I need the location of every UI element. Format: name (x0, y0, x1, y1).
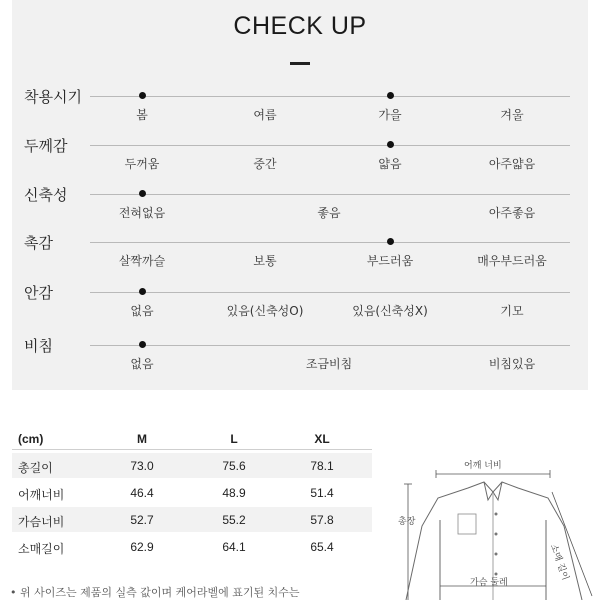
cell-value: 75.6 (222, 459, 246, 473)
row-line (90, 145, 570, 146)
selected-dot (139, 190, 146, 197)
table-row (12, 480, 372, 505)
size-note: • 위 사이즈는 제품의 실측 값이며 케어라벨에 표기된 치수는 (10, 586, 300, 599)
cell-value: 65.4 (310, 540, 334, 554)
row-line (90, 194, 570, 195)
option-label: 보통 (253, 254, 277, 268)
row-label: 총길이 (18, 461, 53, 475)
row-label: 가슴너비 (18, 515, 65, 529)
option-label: 좋음 (317, 206, 341, 220)
row-label: 비침 (24, 337, 53, 355)
row-line (90, 242, 570, 243)
option-label: 아주얇음 (488, 157, 536, 171)
selected-dot (139, 341, 146, 348)
shoulder-label: 어깨 너비 (464, 461, 502, 471)
cell-value: 73.0 (130, 459, 154, 473)
selected-dot (387, 92, 394, 99)
cell-value: 64.1 (222, 540, 246, 554)
option-label: 살짝까슬 (118, 254, 166, 268)
option-label: 봄 (136, 108, 148, 122)
option-label: 조금비침 (305, 357, 353, 371)
row-label: 착용시기 (24, 88, 82, 106)
option-label: 있음(신축성O) (226, 304, 304, 318)
table-row (12, 534, 372, 559)
chest-label: 가슴 둘레 (470, 578, 508, 588)
row-label: 두께감 (24, 137, 68, 155)
option-label: 겨울 (500, 108, 524, 122)
cell-value: 51.4 (310, 486, 334, 500)
unit-header: (cm) (18, 432, 44, 446)
option-label: 비침있음 (488, 357, 536, 371)
row-label: 소매길이 (18, 542, 65, 556)
option-label: 여름 (253, 108, 277, 122)
option-label: 매우부드러움 (477, 254, 547, 268)
cell-value: 78.1 (310, 459, 334, 473)
cell-value: 57.8 (310, 513, 334, 527)
option-label: 중간 (253, 157, 277, 171)
checkup-panel (12, 0, 588, 390)
option-label: 있음(신축성X) (352, 304, 428, 318)
selected-dot (387, 238, 394, 245)
title-underline (290, 62, 310, 65)
table-divider (12, 449, 372, 450)
option-label: 부드러움 (366, 254, 414, 268)
shirt-measurement-diagram (388, 430, 600, 600)
row-label: 신축성 (24, 186, 68, 204)
size-header-xl: XL (314, 432, 330, 446)
row-line (90, 345, 570, 346)
selected-dot (387, 141, 394, 148)
sleeve-label: 소매 길이 (547, 543, 571, 582)
option-label: 가을 (378, 108, 402, 122)
option-label: 없음 (130, 357, 154, 371)
cell-value: 46.4 (130, 486, 154, 500)
length-label: 총장 (398, 517, 416, 527)
option-label: 아주좋음 (488, 206, 536, 220)
page-title: CHECK UP (233, 12, 367, 40)
selected-dot (139, 288, 146, 295)
row-line (90, 292, 570, 293)
row-label: 안감 (24, 284, 53, 302)
cell-value: 55.2 (222, 513, 246, 527)
option-label: 얇음 (378, 157, 402, 171)
size-header-l: L (230, 432, 238, 446)
table-row (12, 507, 372, 532)
option-label: 없음 (130, 304, 154, 318)
table-row (12, 453, 372, 478)
size-header-m: M (137, 432, 147, 446)
cell-value: 52.7 (130, 513, 154, 527)
cell-value: 48.9 (222, 486, 246, 500)
option-label: 두꺼움 (124, 157, 160, 171)
selected-dot (139, 92, 146, 99)
cell-value: 62.9 (130, 540, 154, 554)
option-label: 전혀없음 (118, 206, 166, 220)
row-label: 촉감 (24, 234, 53, 252)
row-line (90, 96, 570, 97)
option-label: 기모 (500, 304, 524, 318)
row-label: 어깨너비 (18, 488, 65, 502)
